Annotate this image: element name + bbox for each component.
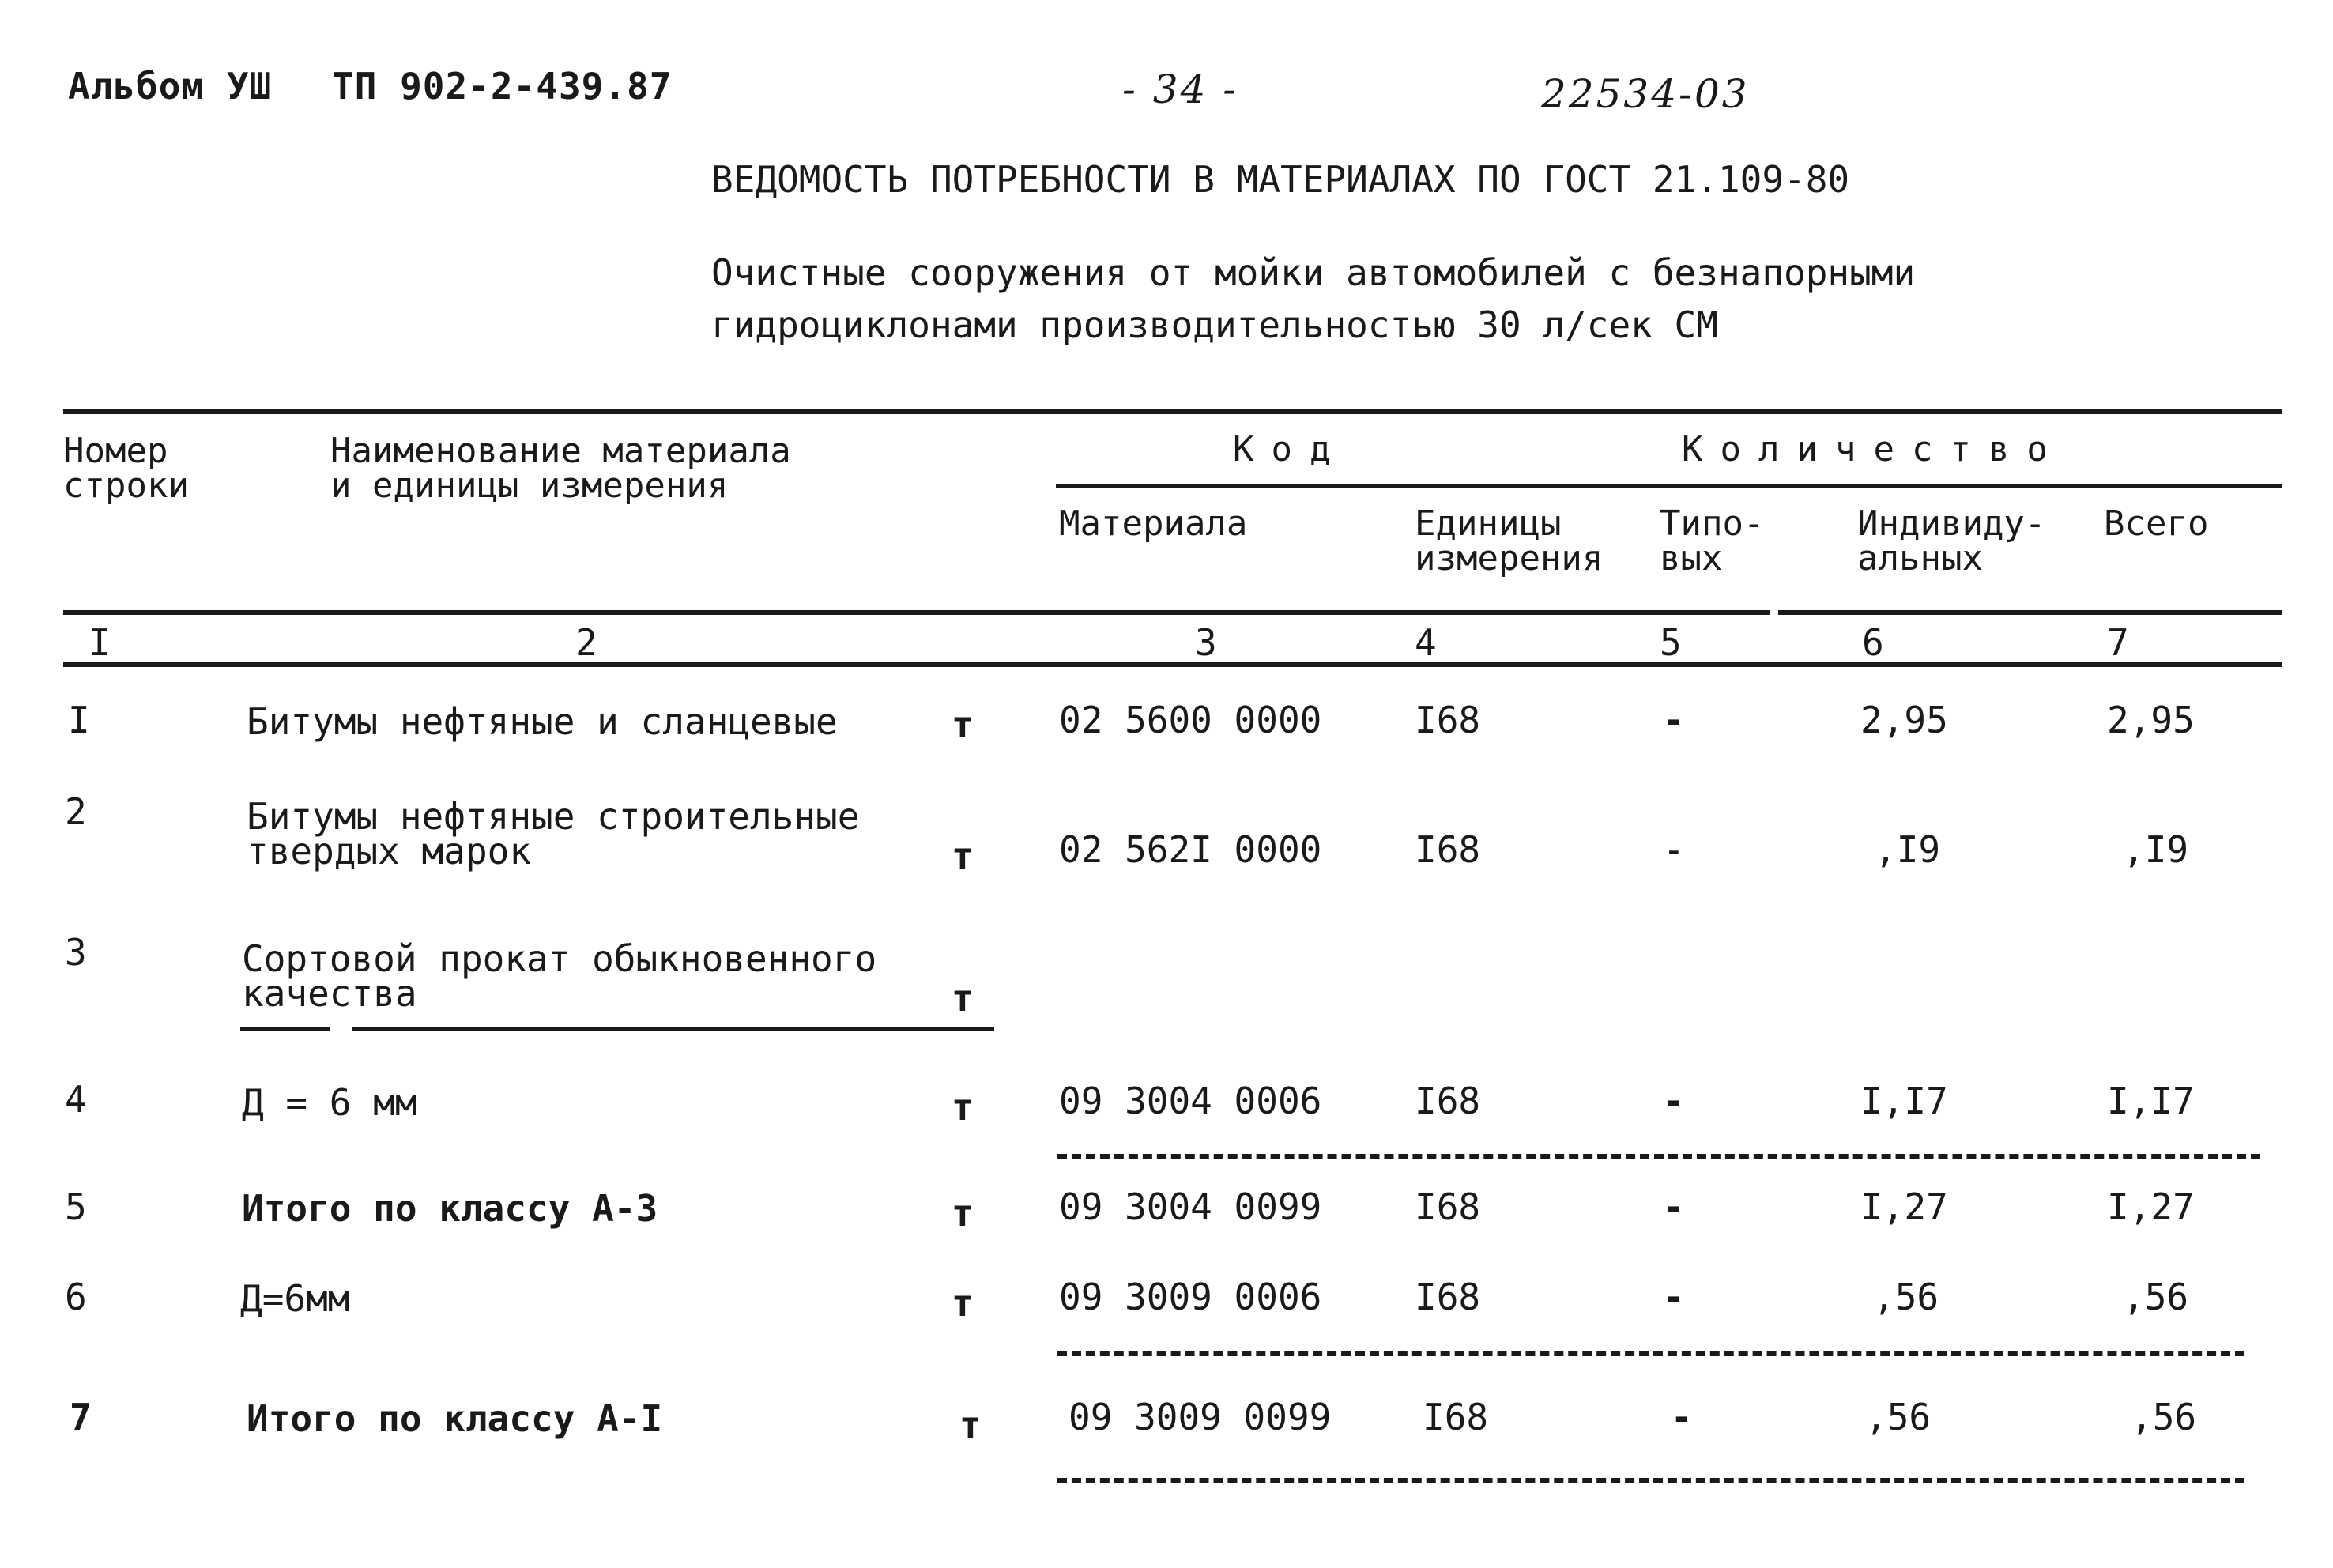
table-top-rule bbox=[63, 409, 2282, 414]
header-typical-2: вых bbox=[1660, 538, 1723, 579]
row-6-material-code: 09 3009 0006 bbox=[1059, 1276, 1322, 1318]
row-6-typical: - bbox=[1663, 1276, 1685, 1318]
row-4-individual: I,I7 bbox=[1860, 1080, 1948, 1122]
row-3-unit-label: т bbox=[952, 977, 974, 1020]
row-1-name: Битумы нефтяные и сланцевые bbox=[247, 700, 838, 743]
row-6-name: Д=6мм bbox=[240, 1277, 350, 1320]
row-7-individual: ,56 bbox=[1865, 1396, 1932, 1438]
project-code: ТП 902-2-439.87 bbox=[332, 65, 673, 107]
col-number-1: I bbox=[89, 621, 111, 664]
row-4-total: I,I7 bbox=[2107, 1080, 2195, 1122]
page-number: - 34 - bbox=[1122, 66, 1239, 112]
row-3-number: 3 bbox=[65, 931, 87, 974]
row-1-typical: - bbox=[1663, 699, 1685, 741]
row-1-unit-code: I68 bbox=[1415, 699, 1481, 741]
row-2-name-line-2: твердых марок bbox=[247, 830, 532, 873]
header-quantity-group: Количество bbox=[1682, 429, 2065, 469]
row-1-individual: 2,95 bbox=[1860, 699, 1948, 741]
header-individual-2: альных bbox=[1857, 538, 1983, 579]
row-3-name-line-2: качества bbox=[242, 972, 417, 1015]
header-name-2: и единицы измерения bbox=[330, 466, 729, 506]
header-code-group: Код bbox=[1233, 429, 1348, 469]
row-4-name: Д = 6 мм bbox=[242, 1081, 417, 1124]
header-name-1: Наименование материала bbox=[330, 431, 791, 471]
row-7-unit-code: I68 bbox=[1423, 1396, 1489, 1438]
col-number-5: 5 bbox=[1660, 621, 1682, 664]
row-4-material-code: 09 3004 0006 bbox=[1059, 1080, 1322, 1122]
header-material: Материала bbox=[1059, 503, 1248, 544]
col-number-6: 6 bbox=[1862, 621, 1884, 664]
row-2-number: 2 bbox=[65, 790, 87, 833]
header-bottom-rule-right bbox=[1778, 610, 2282, 615]
row-6-individual: ,56 bbox=[1873, 1276, 1939, 1318]
row-7-typical: - bbox=[1671, 1396, 1693, 1438]
header-unit-2: измерения bbox=[1415, 538, 1604, 579]
col-number-7: 7 bbox=[2107, 621, 2129, 664]
row-4-dashed-rule bbox=[1057, 1154, 2260, 1159]
row-7-total: ,56 bbox=[2131, 1396, 2197, 1438]
row-7-unit-label: т bbox=[959, 1404, 982, 1446]
row-4-typical: - bbox=[1663, 1080, 1685, 1122]
row-4-number: 4 bbox=[65, 1078, 87, 1121]
row-7-material-code: 09 3009 0099 bbox=[1069, 1396, 1332, 1438]
row-5-individual: I,27 bbox=[1860, 1185, 1948, 1228]
col-number-3: 3 bbox=[1195, 621, 1217, 664]
row-6-unit-label: т bbox=[952, 1282, 974, 1325]
row-1-unit-label: т bbox=[952, 703, 974, 746]
row-6-total: ,56 bbox=[2123, 1276, 2189, 1318]
row-2-unit-code: I68 bbox=[1415, 828, 1481, 871]
header-sub-rule-qty bbox=[1628, 484, 2282, 488]
row-3-underline-short bbox=[240, 1027, 330, 1031]
row-7-number: 7 bbox=[70, 1396, 92, 1438]
row-5-typical: - bbox=[1663, 1185, 1685, 1228]
row-1-number: I bbox=[68, 699, 90, 741]
row-5-unit-label: т bbox=[952, 1192, 974, 1234]
row-2-name-line-1: Битумы нефтяные строительные bbox=[247, 795, 860, 838]
subtitle-line-2: гидроциклонами производительностью 30 л/сек СМ bbox=[711, 303, 1718, 346]
row-4-unit-label: т bbox=[952, 1086, 974, 1129]
row-2-typical: - bbox=[1663, 828, 1685, 871]
header-unit-1: Единицы bbox=[1415, 503, 1562, 544]
row-4-unit-code: I68 bbox=[1415, 1080, 1481, 1122]
col-number-rule bbox=[63, 662, 2282, 667]
subtitle-line-1: Очистные сооружения от мойки автомобилей с безнапорными bbox=[711, 251, 1916, 294]
row-7-name: Итого по классу А-I bbox=[247, 1397, 663, 1440]
header-row-no-2: строки bbox=[63, 466, 189, 506]
row-2-individual: ,I9 bbox=[1875, 828, 1941, 871]
header-total: Всего bbox=[2104, 503, 2209, 544]
page-title: ВЕДОМОСТЬ ПОТРЕБНОСТИ В МАТЕРИАЛАХ ПО ГОСТ 21.109-80 bbox=[711, 158, 1850, 201]
header-typical-1: Типо- bbox=[1660, 503, 1765, 544]
row-2-total: ,I9 bbox=[2123, 828, 2189, 871]
row-6-dashed-rule bbox=[1057, 1351, 2244, 1356]
row-2-unit-label: т bbox=[952, 835, 974, 877]
row-5-total: I,27 bbox=[2107, 1185, 2195, 1228]
row-5-number: 5 bbox=[65, 1185, 87, 1228]
row-5-unit-code: I68 bbox=[1415, 1185, 1481, 1228]
row-7-dashed-rule bbox=[1057, 1478, 2244, 1483]
header-bottom-rule-left bbox=[63, 610, 1770, 615]
row-2-material-code: 02 562I 0000 bbox=[1059, 828, 1322, 871]
row-1-total: 2,95 bbox=[2107, 699, 2195, 741]
row-5-name: Итого по классу А-3 bbox=[242, 1187, 658, 1230]
col-number-4: 4 bbox=[1415, 621, 1437, 664]
album-label: Альбом УШ bbox=[68, 65, 273, 107]
row-6-unit-code: I68 bbox=[1415, 1276, 1481, 1318]
row-6-number: 6 bbox=[65, 1276, 87, 1318]
header-individual-1: Индивиду- bbox=[1857, 503, 2046, 544]
row-3-underline-long bbox=[352, 1027, 994, 1031]
header-row-no-1: Номер bbox=[63, 431, 168, 471]
row-1-material-code: 02 5600 0000 bbox=[1059, 699, 1322, 741]
document-code: 22534-03 bbox=[1541, 71, 1750, 117]
row-3-name-line-1: Сортовой прокат обыкновенного bbox=[242, 937, 877, 980]
row-5-material-code: 09 3004 0099 bbox=[1059, 1185, 1322, 1228]
col-number-2: 2 bbox=[575, 621, 597, 664]
